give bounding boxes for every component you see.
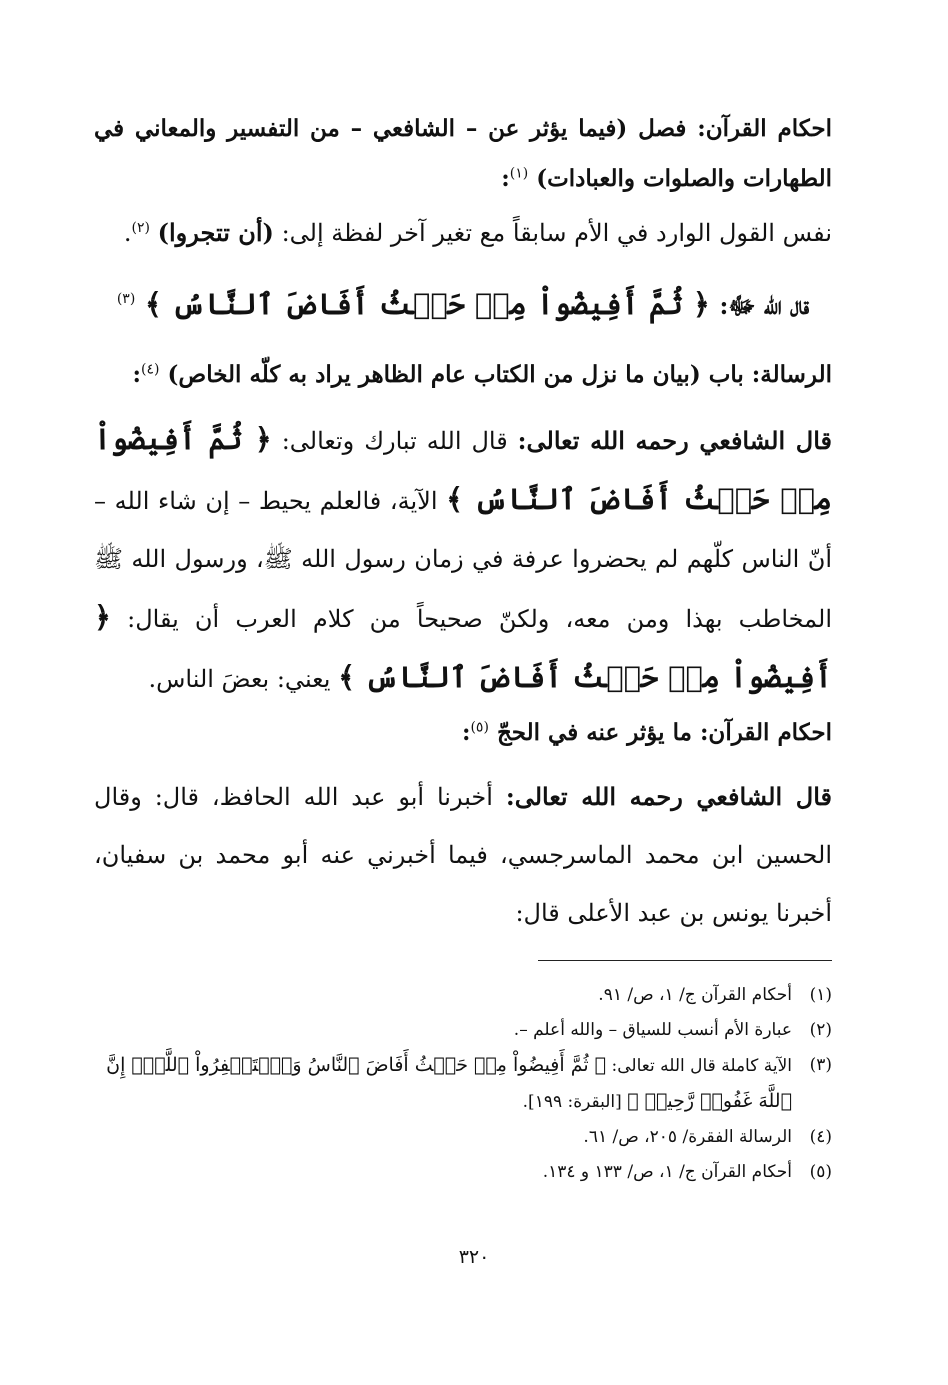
footnotes [78,978,832,1190]
footnote-number: (٢) [809,1020,832,1040]
source-label: احكام القرآن: [699,719,832,746]
heading-colon: : [461,719,471,746]
section-heading-risala [94,350,832,400]
quran-verse: ﴿ ثُمَّ أَفِيضُواْ مِنۡ حَيۡثُ أَفَاضَ ٱلنَّاسُ ﴾ [144,287,710,321]
source-label: احكام القرآن: [697,115,833,142]
paragraph-text: قال الله تبارك وتعالى: [281,427,508,455]
verse-heading [94,266,832,344]
paragraph-text: الآية، فالعلم يحيط – إن شاء الله – أنّ الناس كلّهم لم يحضروا عرفة في زمان رسول الله ﷺ، ورسول الله ﷺ المخاطب بهذا ومن معه، ولكنّ صحيحاً من كلام العرب أن يقال: [94,487,832,633]
footnote-item [78,1155,832,1190]
footnote-ref[interactable]: (٢) [131,220,150,236]
footnote-item [78,978,832,1013]
quran-verse: ﴿ ثُمَّ أَفِيضُواْ مِنۡ حَيۡثُ أَفَاضَ ٱلنَّاسُ وَٱسۡتَغۡفِرُواْ ٱللَّهَۚ إِنَّ ٱللَّهَ غَفُورٞ رَّحِيمٞ ﴾ [106,1054,792,1112]
footnote-ref[interactable]: (٥) [470,719,489,736]
footnote-ref[interactable]: (١) [509,165,529,182]
speaker-label: قال الشافعي رحمه الله تعالى: [505,782,833,811]
footnote-item [78,1013,832,1048]
heading-text: فصل (فيما يؤثر عن – الشافعي – من التفسير والمعاني في الطهارات والصلوات والعبادات) [94,115,832,192]
paragraph-shafii-quote [94,410,832,708]
source-label: الرسالة: [751,361,832,388]
footnote-ref[interactable]: (٤) [141,361,160,378]
heading-colon: : [132,361,142,388]
quoted-phrase: (أن تتجروا) [157,218,274,247]
section-heading-ahkam-2 [94,708,832,758]
footnote-number: (١) [809,985,832,1005]
paragraph-text: أخبرنا أبو عبد الله الحافظ، قال: وقال الحسين ابن محمد الماسرجسي، فيما أخبرني عنه أبو محمد بن سفيان، أخبرنا يونس بن عبد الأعلى قال: [94,783,832,927]
footnote-item [78,1120,832,1155]
quran-verse: ﴿ أَفِيضُواْ مِنۡ حَيۡثُ أَفَاضَ ٱلنَّاسُ ﴾ [94,600,832,694]
footnote-text-block [78,1048,792,1120]
quran-verse: ﴿ ثُمَّ أَفِيضُواْ مِنۡ حَيۡثُ أَفَاضَ ٱلنَّاسُ ﴾ [94,422,832,516]
heading-colon: : [501,165,510,192]
footnote-text: عبارة الأم أنسب للسياق – والله أعلم –. [513,1020,792,1040]
footnote-ref[interactable]: (٣) [116,291,136,307]
footnote-text: أحكام القرآن ج/ ١، ص/ ١٣٣ و ١٣٤. [542,1162,792,1182]
footnote-text: الآية كاملة قال الله تعالى: [611,1056,792,1076]
paragraph-umm-note [94,204,832,262]
paragraph-isnad [94,768,832,942]
footnote-number: (٥) [809,1162,832,1182]
footnote-number: (٣) [809,1055,832,1075]
page-number: ٣٢٠ [458,1246,490,1268]
paragraph-text: نفس القول الوارد في الأم سابقاً مع تغير آخر لفظة إلى: [281,219,832,247]
footnote-number: (٤) [809,1127,832,1147]
main-text [94,104,832,942]
verse-reference: [البقرة: ١٩٩]. [522,1092,622,1112]
heading-text: باب (بيان ما نزل من الكتاب عام الظاهر يراد به كلّه الخاص) [167,361,744,388]
footnote-text: أحكام القرآن ج/ ١، ص/ ٩١. [598,985,792,1005]
heading-text: ما يؤثر عنه في الحجّ [496,719,692,746]
speaker-label: قال الشافعي رحمه الله تعالى: [517,426,833,455]
period: . [123,219,132,247]
section-heading-ahkam-1 [94,104,832,204]
footnote-item [78,1048,832,1120]
footnote-divider [538,960,832,961]
paragraph-text: يعني: بعضَ الناس. [148,665,331,693]
verse-intro-label: قال الله ﷻ: [719,291,810,320]
footnote-text: الرسالة الفقرة/ ٢٠٥، ص/ ٦١. [583,1127,792,1147]
